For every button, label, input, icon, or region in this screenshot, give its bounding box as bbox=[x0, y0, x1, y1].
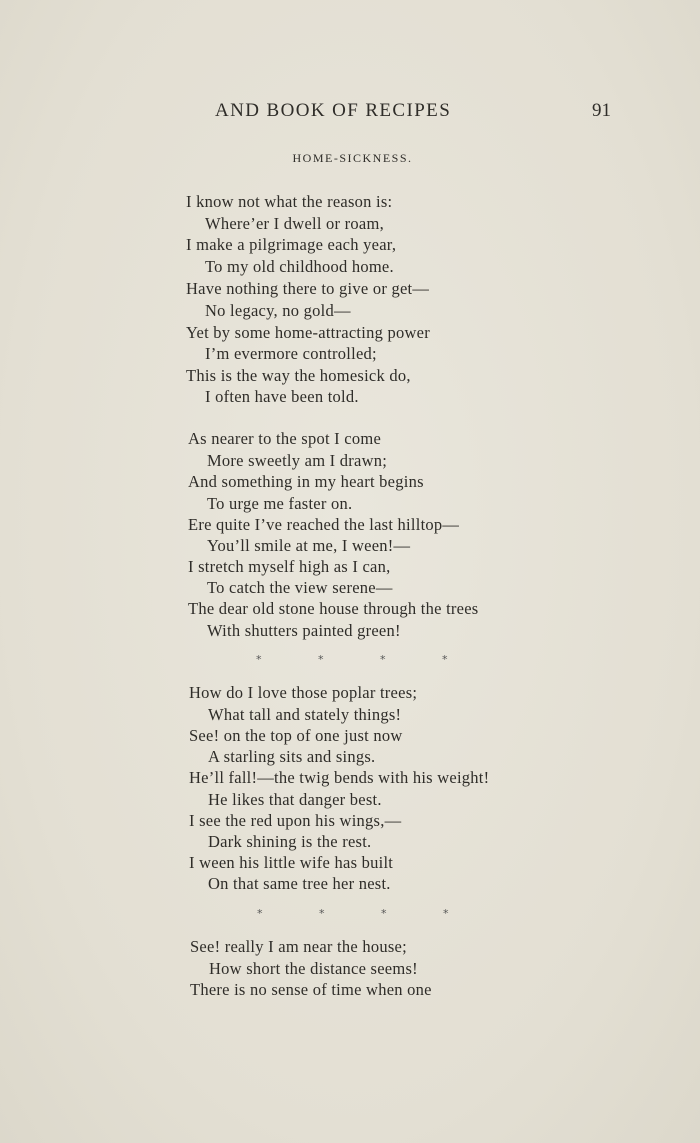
poem-line: I ween his little wife has built bbox=[189, 853, 394, 872]
poem-line: On that same tree her nest. bbox=[208, 874, 391, 893]
poem-line: Have nothing there to give or get— bbox=[186, 279, 430, 298]
poem-line: A starling sits and sings. bbox=[208, 747, 376, 766]
running-title: AND BOOK OF RECIPES bbox=[215, 100, 452, 121]
poem-line: With shutters painted green! bbox=[207, 621, 401, 640]
poem-line: No legacy, no gold— bbox=[205, 301, 351, 320]
running-head bbox=[0, 100, 700, 126]
divider-star: * bbox=[380, 653, 386, 666]
poem-line: Dark shining is the rest. bbox=[208, 832, 372, 851]
poem-line: Yet by some home-attracting power bbox=[186, 323, 430, 342]
poem-line: He’ll fall!—the twig bends with his weight! bbox=[189, 768, 490, 787]
poem-line: There is no sense of time when one bbox=[190, 980, 432, 999]
divider-star: * bbox=[319, 907, 325, 920]
poem-line: To catch the view serene— bbox=[207, 578, 393, 597]
poem-line: I often have been told. bbox=[205, 387, 359, 406]
poem-line: See! on the top of one just now bbox=[189, 726, 403, 745]
poem-line: To my old childhood home. bbox=[205, 257, 394, 276]
poem-title: HOME-SICKNESS. bbox=[292, 151, 413, 165]
page-number: 91 bbox=[592, 100, 611, 121]
poem-line: How do I love those poplar trees; bbox=[189, 683, 418, 702]
poem-line: What tall and stately things! bbox=[208, 705, 402, 724]
poem-line: Ere quite I’ve reached the last hilltop— bbox=[188, 515, 460, 534]
divider-star: * bbox=[381, 907, 387, 920]
poem-line: I make a pilgrimage each year, bbox=[186, 235, 397, 254]
divider-star: * bbox=[318, 653, 324, 666]
poem-line: More sweetly am I drawn; bbox=[207, 451, 388, 470]
poem-line: This is the way the homesick do, bbox=[186, 366, 411, 385]
poem-line: I’m evermore controlled; bbox=[205, 344, 377, 363]
poem-line: I stretch myself high as I can, bbox=[188, 557, 391, 576]
poem-line: I know not what the reason is: bbox=[186, 192, 393, 211]
poem-line: He likes that danger best. bbox=[208, 790, 382, 809]
divider-star: * bbox=[443, 907, 449, 920]
poem-line: The dear old stone house through the trees bbox=[188, 599, 479, 618]
poem-line: See! really I am near the house; bbox=[190, 937, 407, 956]
divider-star: * bbox=[442, 653, 448, 666]
divider-star: * bbox=[256, 653, 262, 666]
poem-line: Where’er I dwell or roam, bbox=[205, 214, 384, 233]
poem-line: How short the distance seems! bbox=[209, 959, 418, 978]
divider-star: * bbox=[257, 907, 263, 920]
poem-line: To urge me faster on. bbox=[207, 494, 353, 513]
section-divider bbox=[0, 653, 700, 667]
poem-line: You’ll smile at me, I ween!— bbox=[207, 536, 411, 555]
poem-line: And something in my heart begins bbox=[188, 472, 424, 491]
section-divider bbox=[0, 907, 700, 921]
poem-line: I see the red upon his wings,— bbox=[189, 811, 402, 830]
poem-line: As nearer to the spot I come bbox=[188, 429, 382, 448]
